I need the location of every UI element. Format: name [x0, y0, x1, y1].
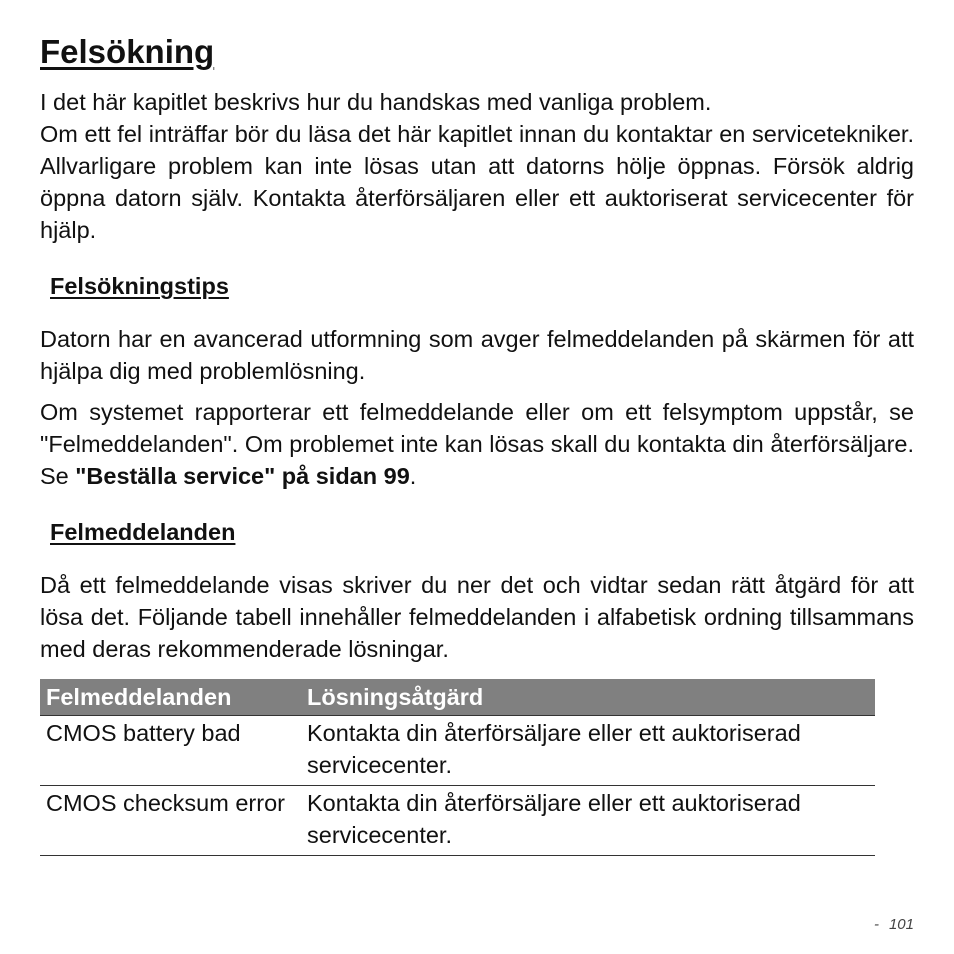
page-number: 101 [888, 916, 914, 933]
table-header-row [40, 679, 875, 716]
section1-paragraph-1: Datorn har en avancerad utformning som avger felmeddelanden på skärmen för att hjälpa dig med problemlösning. [40, 326, 914, 384]
table-row [40, 716, 875, 786]
table-header-message: Felmeddelanden [40, 679, 301, 716]
page-title: Felsökning [40, 33, 215, 70]
section2-paragraph: Då ett felmeddelande visas skriver du ner det och vidtar sedan rätt åtgärd för att lösa det. Följande tabell innehåller felmeddelanden i alfabetisk ordning tillsammans med deras rekommenderade lösningar. [40, 572, 914, 662]
section1-paragraph-2-end: . [409, 463, 417, 489]
error-message-table [40, 679, 875, 856]
table-row [40, 786, 875, 856]
table-cell-solution: Kontakta din återförsäljare eller ett auktoriserad servicecenter. [301, 716, 875, 786]
page-footer [874, 916, 914, 933]
cross-reference-link[interactable]: "Beställa service" på sidan 99 [75, 463, 410, 489]
footer-dash: - [873, 916, 879, 933]
section-heading-felmeddelanden: Felmeddelanden [50, 519, 236, 545]
table-cell-solution: Kontakta din återförsäljare eller ett auktoriserad servicecenter. [301, 786, 875, 856]
table-header-solution: Lösningsåtgärd [301, 679, 875, 716]
section-heading-felsokningstips: Felsökningstips [50, 273, 229, 299]
table-cell-message: CMOS battery bad [40, 716, 301, 786]
section1-paragraph-2 [40, 396, 914, 492]
section1-paragraph-2-text: Om systemet rapporterar ett felmeddelande eller om ett felsymptom uppstår, se "Felmeddelanden". Om problemet inte kan lösas skall du kontakta din återförsäljare. Se [40, 399, 914, 489]
intro-paragraph: Om ett fel inträffar bör du läsa det här kapitlet innan du kontaktar en servicetekniker. Allvarligare problem kan inte lösas utan att datorns hölje öppnas. Försök aldrig öppna datorn själv. Kontakta återförsäljaren eller ett auktoriserat servicecenter för hjälp. [40, 121, 914, 243]
table-cell-message: CMOS checksum error [40, 786, 301, 856]
page-content [40, 30, 914, 856]
intro-line: I det här kapitlet beskrivs hur du handskas med vanliga problem. [40, 89, 712, 115]
